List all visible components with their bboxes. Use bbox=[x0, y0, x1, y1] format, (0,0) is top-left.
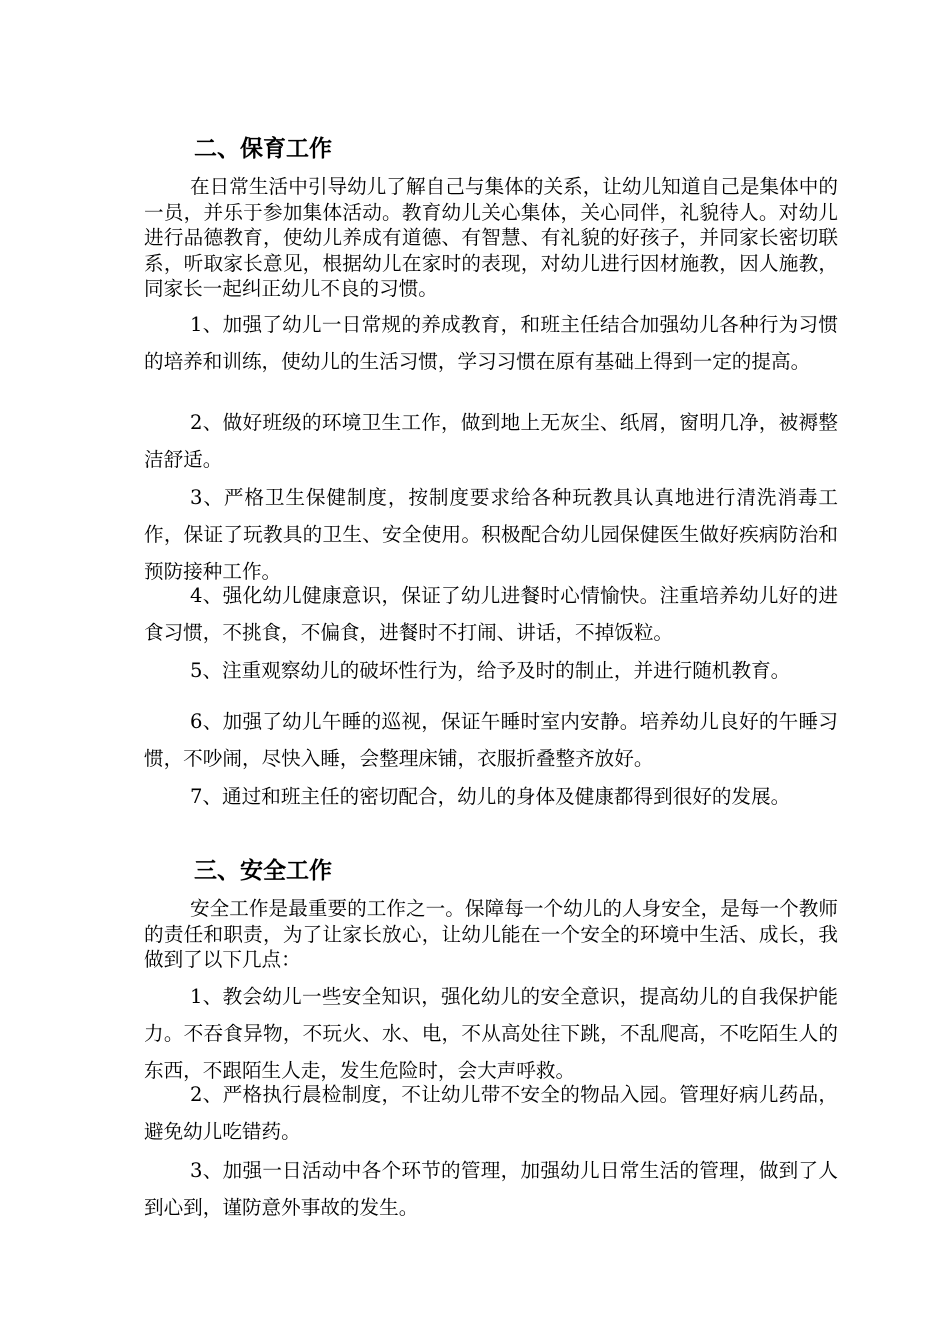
section-heading-care: 二、保育工作 bbox=[194, 136, 332, 162]
safety-item-2: 2、严格执行晨检制度，不让幼儿带不安全的物品入园。管理好病儿药品，避免幼儿吃错药。 bbox=[144, 1083, 838, 1143]
section-heading-safety: 三、安全工作 bbox=[194, 858, 332, 884]
care-item-3: 3、严格卫生保健制度，按制度要求给各种玩教具认真地进行清洗消毒工作，保证了玩教具的卫生、安全使用。积极配合幼儿园保健医生做好疾病防治和预防接种工作。 bbox=[144, 486, 838, 583]
safety-item-3: 3、加强一日活动中各个环节的管理，加强幼儿日常生活的管理，做到了人到心到，谨防意外事故的发生。 bbox=[144, 1159, 838, 1219]
care-item-6: 6、加强了幼儿午睡的巡视，保证午睡时室内安静。培养幼儿良好的午睡习惯，不吵闹，尽快入睡，会整理床铺，衣服折叠整齐放好。 bbox=[144, 710, 838, 770]
care-item-2: 2、做好班级的环境卫生工作，做到地上无灰尘、纸屑，窗明几净，被褥整洁舒适。 bbox=[144, 411, 838, 471]
care-item-4: 4、强化幼儿健康意识，保证了幼儿进餐时心情愉快。注重培养幼儿好的进食习惯，不挑食，不偏食，进餐时不打闹、讲话，不掉饭粒。 bbox=[144, 584, 838, 644]
care-intro-paragraph: 在日常生活中引导幼儿了解自己与集体的关系，让幼儿知道自己是集体中的一员，并乐于参加集体活动。教育幼儿关心集体，关心同伴，礼貌待人。对幼儿进行品德教育，使幼儿养成有道德、有智慧、有礼貌的好孩子，并同家长密切联系，听取家长意见，根据幼儿在家时的表现，对幼儿进行因材施教，因人施教，同家长一起纠正幼儿不良的习惯。 bbox=[144, 175, 838, 300]
safety-intro-paragraph: 安全工作是最重要的工作之一。保障每一个幼儿的人身安全，是每一个教师的责任和职责，为了让家长放心，让幼儿能在一个安全的环境中生活、成长，我做到了以下几点： bbox=[144, 897, 838, 971]
care-item-7: 7、通过和班主任的密切配合，幼儿的身体及健康都得到很好的发展。 bbox=[190, 785, 791, 808]
safety-item-1: 1、教会幼儿一些安全知识，强化幼儿的安全意识，提高幼儿的自我保护能力。不吞食异物，不玩火、水、电，不从高处往下跳，不乱爬高，不吃陌生人的东西，不跟陌生人走，发生危险时，会大声呼救。 bbox=[144, 985, 838, 1082]
care-item-5: 5、注重观察幼儿的破坏性行为，给予及时的制止，并进行随机教育。 bbox=[190, 659, 791, 682]
care-item-1: 1、加强了幼儿一日常规的养成教育，和班主任结合加强幼儿各种行为习惯的培养和训练，使幼儿的生活习惯，学习习惯在原有基础上得到一定的提高。 bbox=[144, 313, 838, 373]
